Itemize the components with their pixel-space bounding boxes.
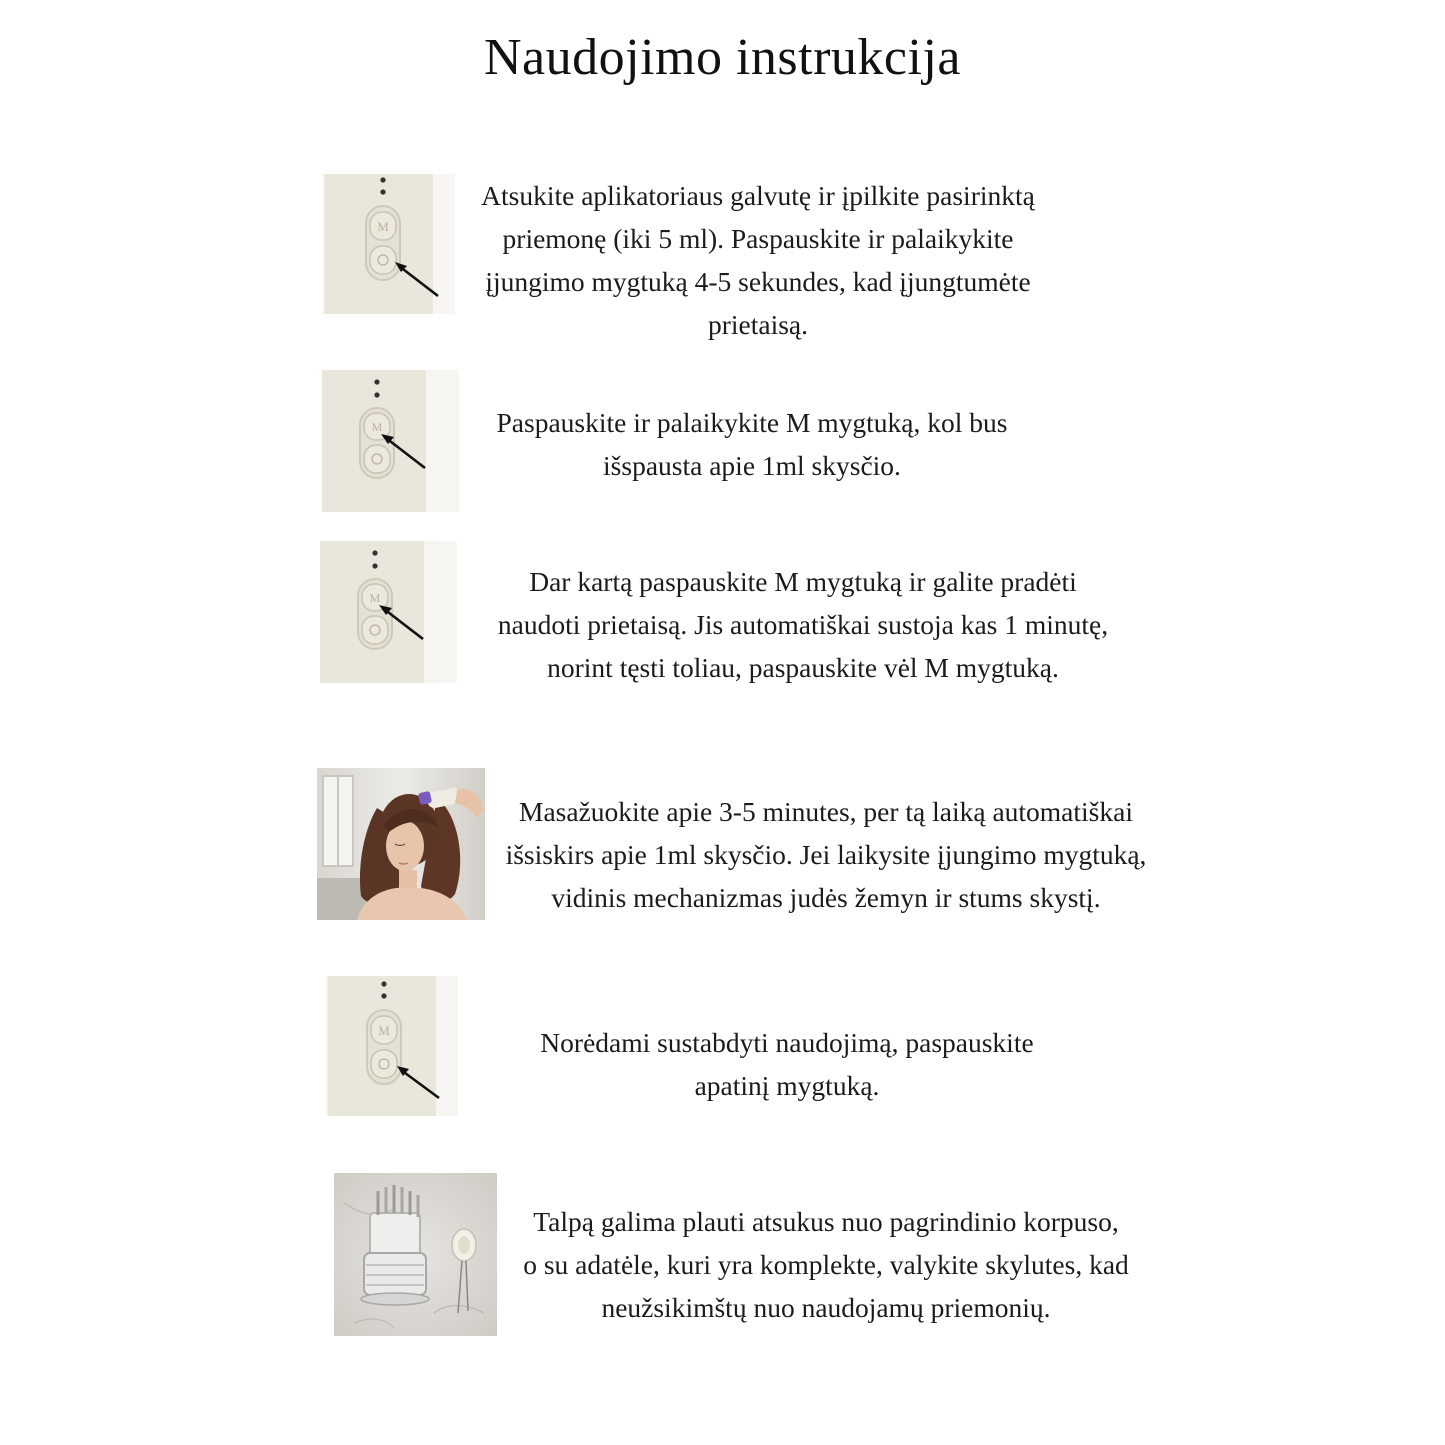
svg-text:M: M — [371, 420, 383, 434]
step-5-text: Norėdami sustabdyti naudojimą, paspauskite apatinį mygtuką. — [540, 1027, 1034, 1101]
svg-text:M: M — [378, 1023, 390, 1038]
step-1-text: Atsukite aplikatoriaus galvutę ir įpilkite pasirinktą priemonę (iki 5 ml). Paspauskite ir palaikykite įjungimo mygtuką 4-5 sekundes, kad įjungtumėte prietaisą. — [481, 180, 1035, 340]
device-m-button-icon — [322, 370, 459, 512]
svg-text:M: M — [369, 591, 381, 605]
step-6-text: Talpą galima plauti atsukus nuo pagrindinio korpuso, o su adatėle, kuri yra komplekte, valykite skylutes, kad neužsikimštų nuo naudojamų priemonių. — [523, 1206, 1129, 1323]
device-m-button-icon — [320, 541, 457, 683]
step-3-text: Dar kartą paspauskite M mygtuką ir galite pradėti naudoti prietaisą. Jis automatiškai sustoja kas 1 minutę, norint tęsti toliau, paspauskite vėl M mygtuką. — [497, 566, 1109, 683]
device-m-label: M — [377, 219, 389, 234]
step-2-text: Paspauskite ir palaikykite M mygtuką, kol bus išspausta apie 1ml skysčio. — [496, 407, 1008, 481]
applicator-container-cleaning-image — [334, 1173, 497, 1336]
page-title: Naudojimo instrukcija — [484, 29, 961, 86]
woman-massaging-scalp-image — [317, 768, 485, 920]
step-4-text: Masažuokite apie 3-5 minutes, per tą laiką automatiškai išsiskirs apie 1ml skysčio. Jei laikysite įjungimo mygtuką, vidinis mechanizmas judės žemyn ir stums skystį. — [505, 796, 1147, 913]
device-power-button-icon — [326, 976, 458, 1116]
device-power-button-icon — [323, 174, 455, 314]
